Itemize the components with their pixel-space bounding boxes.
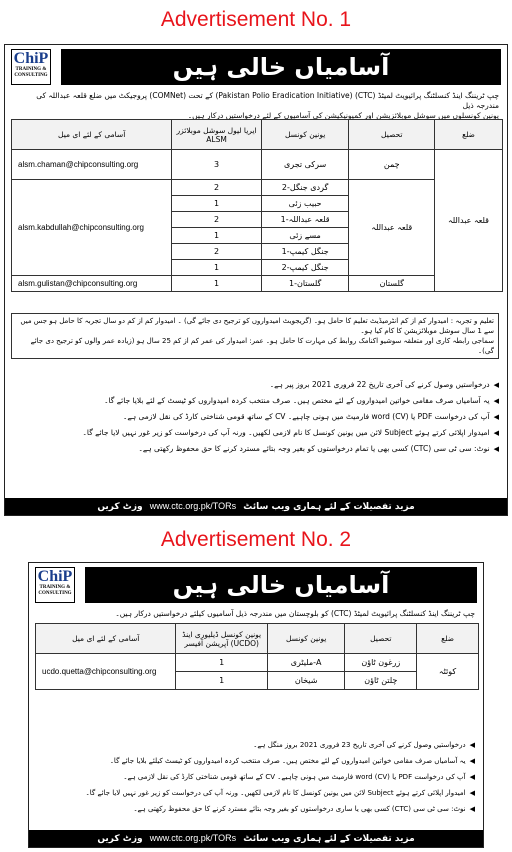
footer-visit: وزٹ کریں bbox=[97, 834, 143, 844]
ad2-heading: Advertisement No. 2 bbox=[160, 528, 352, 551]
website-link[interactable] bbox=[150, 501, 236, 511]
arrow-icon: ◀ bbox=[493, 429, 499, 437]
union-council-cell: جنگل کیمپ-1 bbox=[261, 244, 349, 260]
header-district: ضلع bbox=[417, 624, 479, 654]
header-tehsil: تحصیل bbox=[349, 120, 435, 150]
advertisement-2 bbox=[28, 562, 484, 848]
arrow-icon: ◀ bbox=[469, 789, 475, 797]
arrow-icon: ◀ bbox=[493, 397, 499, 405]
count-cell: 2 bbox=[172, 212, 261, 228]
count-cell: 2 bbox=[172, 244, 261, 260]
arrow-icon: ◀ bbox=[469, 741, 475, 749]
intro-text bbox=[11, 91, 499, 121]
logo-subtitle: TRAINING & CONSULTING bbox=[14, 67, 48, 78]
footer-text: مزید تفصیلات کے لئے ہماری ویب سائٹ bbox=[243, 834, 415, 844]
instruction-item bbox=[11, 425, 499, 441]
tors-link[interactable]: /TORs bbox=[210, 833, 237, 843]
note-line: سماجی رابطہ کاری اور متعلقہ سوشیو اکنامک روابط کی مہارت کا حامل ہو۔ عمر: امیدوار کی عمر کم از کم 25 سال ہو (زیادہ عمر والوں کو ترجیح دی جائے گی)۔ bbox=[30, 337, 494, 355]
chip-logo bbox=[11, 49, 51, 85]
header-email: آسامی کے لئے ای میل bbox=[36, 624, 176, 654]
union-council-cell: جنگل کیمپ-2 bbox=[261, 260, 349, 276]
header-email: آسامی کے لئے ای میل bbox=[12, 120, 172, 150]
district-cell: کوئٹہ bbox=[417, 654, 479, 690]
website-footer bbox=[29, 830, 483, 847]
count-cell: 2 bbox=[172, 180, 261, 196]
instruction-text: درخواستیں وصول کرنے کی آخری تاریخ 22 فروری 2021 بروز پیر ہے۔ bbox=[269, 380, 490, 389]
vacancy-table bbox=[11, 119, 503, 292]
instructions-list bbox=[35, 737, 475, 817]
tors-link[interactable]: /TORs bbox=[210, 501, 237, 511]
arrow-icon: ◀ bbox=[493, 445, 499, 453]
email-cell[interactable]: alsm.chaman@chipconsulting.org bbox=[12, 150, 172, 180]
arrow-icon: ◀ bbox=[493, 413, 499, 421]
instruction-item bbox=[35, 785, 475, 801]
instruction-text: یہ آسامیاں صرف مقامی خواتین امیدواروں کے لئے مختص ہیں۔ صرف منتخب کردہ امیدواروں کو ٹیسٹ کیلئے بلایا جائے گا۔ bbox=[109, 757, 466, 765]
instruction-text: نوٹ: سی ٹی سی (CTC) کسی بھی یا تمام درخواستوں کو بغیر وجہ بتائے مسترد کرنے کا حق محفوظ رکھتی ہے۔ bbox=[138, 444, 490, 453]
instruction-text: یہ آسامیاں صرف مقامی خواتین امیدواروں کے لئے مختص ہیں۔ صرف منتخب کردہ امیدواروں کو ٹیسٹ کے لئے بلایا جائے گا۔ bbox=[104, 396, 490, 405]
header-ucdo: یونین کونسل ڈیلیوری اینڈ آپریشن آفیسر (UCDO) bbox=[176, 624, 267, 654]
instruction-item bbox=[35, 737, 475, 753]
advertisement-1 bbox=[4, 44, 508, 516]
email-cell[interactable]: ucdo.quetta@chipconsulting.org bbox=[36, 654, 176, 690]
email-cell[interactable]: alsm.gulistan@chipconsulting.org bbox=[12, 276, 172, 292]
instruction-item bbox=[35, 801, 475, 817]
count-cell: 1 bbox=[172, 228, 261, 244]
instruction-text: آپ کی درخواست PDF یا word (CV) فارمیٹ میں ہونی چاہیے۔ CV کے ساتھ قومی شناختی کارڈ کی نقل لازمی ہے۔ bbox=[122, 412, 490, 421]
chip-logo bbox=[35, 567, 75, 603]
note-line: تعلیم و تجربہ : امیدوار کم از کم انٹرمیڈیٹ تعلیم کا حامل ہو۔ (گریجویٹ امیدواروں کو ترجیح دی جائے گی) ۔ امیدوار کم از کم دو سال تجربہ کا حامل ہو جس میں سے 1 سال سوشل موبلائزیشن کا کام کیا ہو۔ bbox=[20, 317, 494, 335]
count-cell: 3 bbox=[172, 150, 261, 180]
instruction-text: درخواستیں وصول کرنے کی آخری تاریخ 23 فروری 2021 بروز منگل ہے۔ bbox=[253, 741, 466, 749]
ad1-heading: Advertisement No. 1 bbox=[160, 8, 352, 31]
website-url[interactable]: www.ctc.org.pk bbox=[149, 501, 211, 511]
tehsil-cell: چلتن ٹاؤن bbox=[345, 672, 417, 690]
instruction-item bbox=[11, 409, 499, 425]
count-cell: 1 bbox=[176, 654, 267, 672]
instruction-text: نوٹ: سی ٹی سی (CTC) کسی بھی یا ساری درخواستوں کو بغیر وجہ بتائے مسترد کرنے کا حق محفوظ رکھتی ہے۔ bbox=[133, 805, 466, 813]
union-council-cell: مسے زئی bbox=[261, 228, 349, 244]
header-tehsil: تحصیل bbox=[345, 624, 417, 654]
website-footer bbox=[5, 498, 507, 515]
header-district: ضلع bbox=[435, 120, 503, 150]
instruction-text: آپ کی درخواست PDF یا word (CV) فارمیٹ میں ہونی چاہیے۔ CV کے ساتھ قومی شناختی کارڈ کی نقل لازمی ہے۔ bbox=[123, 773, 466, 781]
union-council-cell: سرکی تجری bbox=[261, 150, 349, 180]
union-council-cell: شیخان bbox=[267, 672, 345, 690]
count-cell: 1 bbox=[176, 672, 267, 690]
instruction-item bbox=[11, 441, 499, 457]
footer-text: مزید تفصیلات کے لئے ہماری ویب سائٹ bbox=[243, 502, 415, 512]
qualification-notes bbox=[11, 313, 499, 359]
district-cell: قلعہ عبداللہ bbox=[435, 150, 503, 292]
arrow-icon: ◀ bbox=[469, 805, 475, 813]
instructions-list bbox=[11, 377, 499, 457]
website-link[interactable] bbox=[150, 833, 236, 843]
email-cell[interactable]: alsm.kabdullah@chipconsulting.org bbox=[12, 180, 172, 276]
instruction-text: امیدوار اپلائی کرتے ہوئے Subject لائن میں یونین کونسل کا نام لازمی لکھیں۔ ورنہ آپ کی درخواست کو زیر غور نہیں لایا جائے گا۔ bbox=[82, 428, 490, 437]
arrow-icon: ◀ bbox=[493, 381, 499, 389]
vacancies-banner: آسامیاں خالی ہیں bbox=[61, 49, 501, 85]
header-alsm: ایریا لیول سوشل موبلائزر ALSM bbox=[172, 120, 261, 150]
website-url[interactable]: www.ctc.org.pk bbox=[149, 833, 211, 843]
intro-text bbox=[35, 609, 475, 619]
instruction-item bbox=[11, 377, 499, 393]
vacancies-banner: آسامیاں خالی ہیں bbox=[85, 567, 477, 603]
count-cell: 1 bbox=[172, 276, 261, 292]
footer-visit: وزٹ کریں bbox=[97, 502, 143, 512]
instruction-item bbox=[35, 753, 475, 769]
header-union-council: یونین کونسل bbox=[267, 624, 345, 654]
instruction-item bbox=[35, 769, 475, 785]
instruction-item bbox=[11, 393, 499, 409]
logo-subtitle: TRAINING & CONSULTING bbox=[38, 585, 72, 596]
intro-line: چپ ٹریننگ اینڈ کنسلٹنگ پرائیویٹ لمیٹڈ (CTC) (Pakistan Polio Eradication Initiative) کے تحت (COMNet) پروجیکٹ میں ضلع قلعہ عبداللہ کی مندرجہ ذیل bbox=[36, 91, 499, 110]
instruction-text: امیدوار اپلائی کرتے ہوئے Subject لائن میں یونین کونسل کا نام لازمی لکھیں۔ ورنہ آپ کی درخواست کو زیر غور نہیں لایا جائے گا۔ bbox=[85, 789, 466, 797]
tehsil-cell: گلستان bbox=[349, 276, 435, 292]
union-council-cell: حبیب زئی bbox=[261, 196, 349, 212]
logo-brand: ChiP bbox=[13, 50, 49, 67]
tehsil-cell: زرغون ٹاؤن bbox=[345, 654, 417, 672]
tehsil-cell: قلعہ عبداللہ bbox=[349, 180, 435, 276]
intro-line: چپ ٹریننگ اینڈ کنسلٹنگ پرائیویٹ لمیٹڈ (CTC) کو بلوچستان میں مندرجہ ذیل آسامیوں کیلئے درخواستیں درکار ہیں۔ bbox=[115, 609, 475, 618]
vacancy-table bbox=[35, 623, 479, 690]
intro-line: یونین کونسلوں میں سوشل موبلائزیشن اور کمیونیکیشن کی آسامیوں کے لئے درخواستیں درکار ہیں۔ bbox=[187, 111, 499, 120]
count-cell: 1 bbox=[172, 196, 261, 212]
arrow-icon: ◀ bbox=[469, 773, 475, 781]
union-council-cell: ملیٹری-A bbox=[267, 654, 345, 672]
logo-brand: ChiP bbox=[37, 568, 73, 585]
arrow-icon: ◀ bbox=[469, 757, 475, 765]
count-cell: 1 bbox=[172, 260, 261, 276]
header-union-council: یونین کونسل bbox=[261, 120, 349, 150]
tehsil-cell: چمن bbox=[349, 150, 435, 180]
union-council-cell: گردی جنگل-2 bbox=[261, 180, 349, 196]
union-council-cell: قلعہ عبداللہ-1 bbox=[261, 212, 349, 228]
union-council-cell: گلستان-1 bbox=[261, 276, 349, 292]
